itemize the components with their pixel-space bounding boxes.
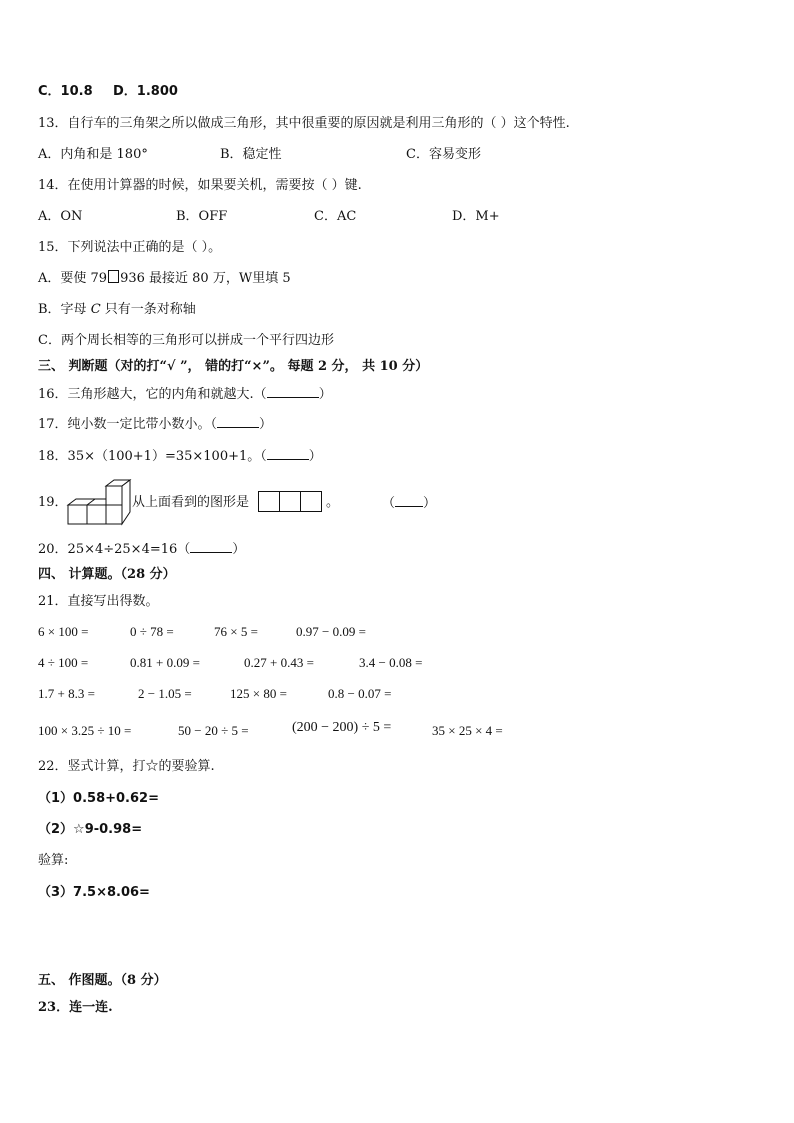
q21-r3c3: 125 × 80 = (230, 686, 287, 701)
q18-close: ） (308, 449, 322, 464)
q13-option-b: B．稳定性 (220, 147, 282, 162)
q16 (38, 385, 332, 404)
q15-b-post: 只有一条对称轴 (104, 302, 196, 317)
q15-a-tail: 里填 5 (252, 271, 291, 286)
q21-r2c3: 0.27 + 0.43 = (244, 655, 314, 670)
q22-item-3: （3）7.5×8.06= (38, 885, 150, 900)
section-4-heading: 四、 计算题。（28 分） (38, 567, 176, 582)
q15-stem: 15．下列说法中正确的是（ ）。 (38, 240, 222, 255)
section-5-heading: 五、 作图题。（8 分） (38, 973, 167, 988)
q21-r2c4: 3.4 − 0.08 = (359, 655, 423, 670)
q15-option-a (38, 270, 291, 288)
section-3-heading: 三、 判断题（对的打“√ ”， 错的打“×”。 每题 2 分， 共 10 分） (38, 359, 429, 374)
q20-answer-blank[interactable] (190, 540, 232, 553)
q16-close: ） (318, 387, 332, 402)
q21-r4c4: 35 × 25 × 4 = (432, 723, 503, 738)
q21-r1c3: 76 × 5 = (214, 624, 258, 639)
q15-a-post: 936 最接近 80 万， (120, 271, 239, 286)
q17-close: ） (259, 417, 273, 432)
q13-option-a: A．内角和是 180° (38, 147, 148, 162)
q21-r3c1: 1.7 + 8.3 = (38, 686, 95, 701)
q13-option-c: C．容易变形 (406, 147, 481, 162)
q19-number: 19． (38, 495, 68, 510)
q22-item-2: （2）☆9-0.98= (38, 822, 143, 837)
q21-stem: 21．直接写出得数。 (38, 594, 159, 609)
q21-r3c4: 0.8 − 0.07 = (328, 686, 392, 701)
q12-option-d: D．1.800 (113, 84, 178, 99)
q14-option-a: A．ON (38, 209, 83, 224)
q19-end: 。 (326, 495, 340, 510)
q17 (38, 415, 272, 434)
q16-text: 16．三角形越大，它的内角和就越大.（ (38, 387, 267, 402)
q18-answer-blank[interactable] (267, 447, 309, 460)
q14-option-d: D．M+ (452, 209, 500, 224)
q12-option-c: C．10.8 (38, 84, 93, 99)
q14-option-c: C．AC (314, 209, 357, 224)
q22-verify-label: 验算: (38, 853, 69, 868)
cube-stack-figure-icon (66, 478, 132, 526)
q21-r1c1: 6 × 100 = (38, 624, 89, 639)
q17-text: 17．纯小数一定比带小数小。（ (38, 417, 218, 432)
q22-stem: 22．竖式计算，打☆的要验算. (38, 759, 215, 774)
q15-option-c: C．两个周长相等的三角形可以拼成一个平行四边形 (38, 333, 334, 348)
q23-stem: 23．连一连. (38, 1000, 113, 1015)
q19-answer (382, 494, 436, 513)
q21-r4c2: 50 − 20 ÷ 5 = (178, 723, 249, 738)
q19-mid-text: 从上面看到的图形是 (132, 495, 250, 510)
q20-text: 20．25×4÷25×4=16（ (38, 542, 191, 557)
q22-item-1: （1）0.58+0.62= (38, 791, 159, 806)
q15-a-box-word: W (238, 271, 253, 286)
q21-r3c2: 2 − 1.05 = (138, 686, 192, 701)
q21-r2c1: 4 ÷ 100 = (38, 655, 89, 670)
q21-r4c3: (200 − 200) ÷ 5 = (292, 720, 392, 735)
q14-stem: 14．在使用计算器的时候，如果要关机，需要按（ ）键. (38, 178, 362, 193)
q20 (38, 540, 245, 559)
q18-text: 18．35×（100+1）=35×100+1。（ (38, 449, 267, 464)
q15-b-letter: C (90, 302, 101, 317)
q15-option-b (38, 301, 196, 319)
q14-option-b: B．OFF (176, 209, 228, 224)
blank-box-icon (108, 270, 119, 283)
q19-answer-blank[interactable] (395, 494, 423, 507)
q21-r1c2: 0 ÷ 78 = (130, 624, 174, 639)
top-view-squares-icon (258, 491, 324, 512)
q21-r1c4: 0.97 − 0.09 = (296, 624, 366, 639)
q21-r2c2: 0.81 + 0.09 = (130, 655, 200, 670)
q15-a-pre: A．要使 79 (38, 271, 108, 286)
q13-stem: 13．自行车的三角架之所以做成三角形，其中很重要的原因就是利用三角形的（ ）这个特性. (38, 116, 570, 131)
q19-paren-open: （ (382, 496, 396, 511)
q15-b-pre: B．字母 (38, 302, 87, 317)
q19-paren-close: ） (423, 496, 437, 511)
q18 (38, 447, 322, 466)
q20-close: ） (232, 542, 246, 557)
q16-answer-blank[interactable] (267, 385, 319, 398)
q21-r4c1: 100 × 3.25 ÷ 10 = (38, 723, 132, 738)
q17-answer-blank[interactable] (217, 415, 259, 428)
